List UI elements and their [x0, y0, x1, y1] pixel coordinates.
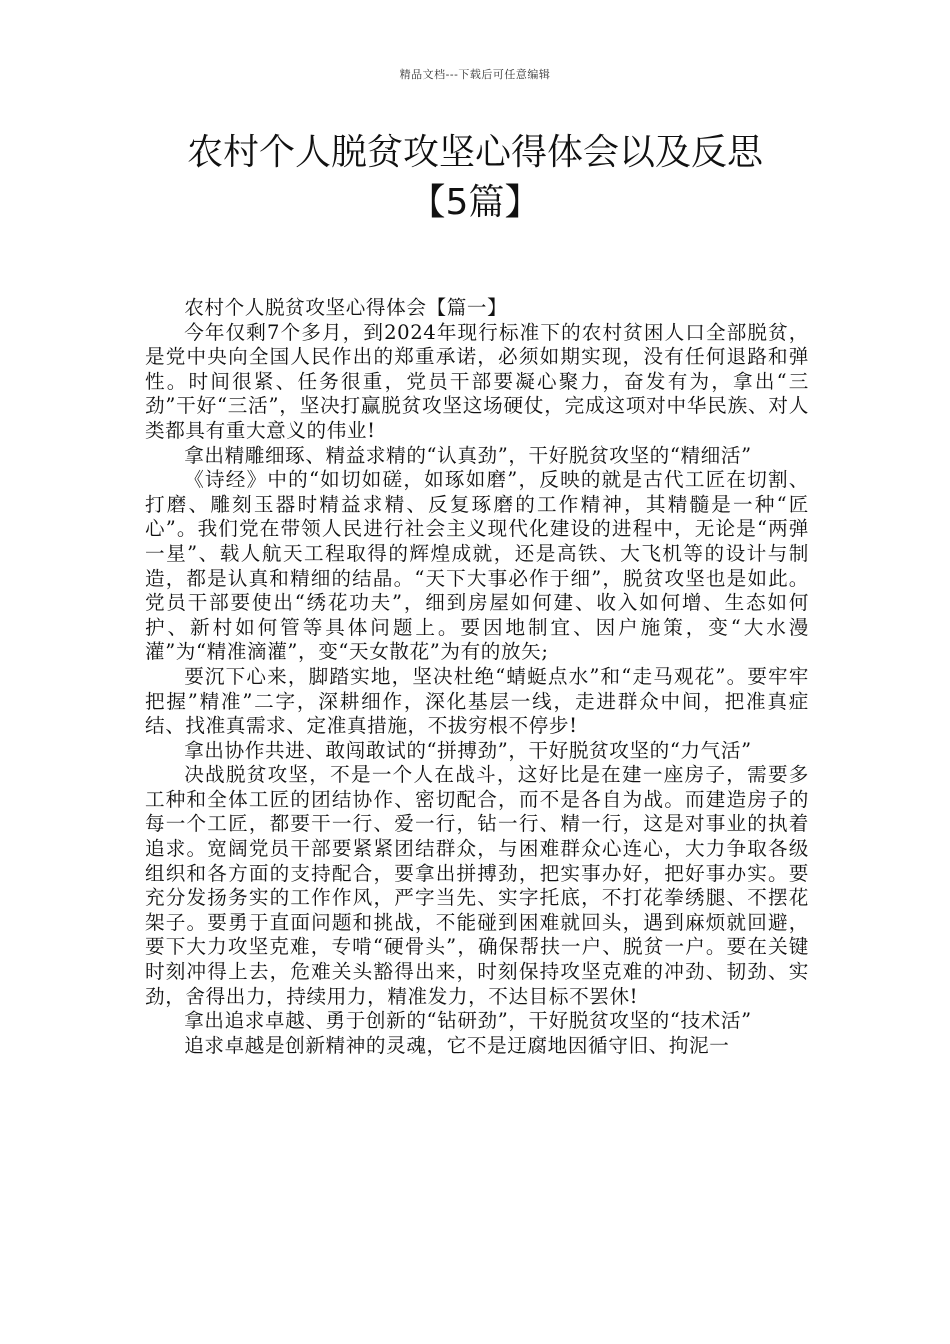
page-header-note: 精品文档---下载后可任意编辑: [399, 68, 551, 81]
title-line-2: 【5篇】: [409, 182, 541, 223]
subheading: 拿出追求卓越、勇于创新的“钻研劲”，干好脱贫攻坚的“技术活”: [184, 1009, 752, 1033]
document-title: [95, 128, 855, 228]
paragraph: 今年仅剩7个多月，到2024年现行标准下的农村贫困人口全部脱贫，是党中央向全国人民作出的郑重承诺，必须如期实现，没有任何退路和弹性。时间很紧、任务很重，党员干部要凝心聚力，奋发有为，拿出“三劲”干好“三活”，坚决打赢脱贫攻坚这场硬仗，完成这项对中华民族、对人类都具有重大意义的伟业!: [145, 320, 809, 442]
title-line-1: 农村个人脱贫攻坚心得体会以及反思: [186, 132, 763, 173]
paragraph: 决战脱贫攻坚，不是一个人在战斗，这好比是在建一座房子，需要多工种和全体工匠的团结协作、密切配合，而不是各自为战。而建造房子的每一个工匠，都要干一行、爱一行，钻一行、精一行，这是对事业的执着追求。宽阔党员干部要紧紧团结群众，与困难群众心连心，大力争取各级组织和各方面的支持配合，要拿出拼搏劲，把实事办好，把好事办实。要充分发扬务实的工作作风，严字当先、实字托底，不打花拳绣腿、不摆花架子。要勇于直面问题和挑战，不能碰到困难就回头，遇到麻烦就回避，要下大力攻坚克难，专啃“硬骨头”，确保帮扶一户、脱贫一户。要在关键时刻冲得上去，危难关头豁得出来，时刻保持攻坚克难的冲劲、韧劲、实劲，舍得出力，持续用力，精准发力，不达目标不罢休!: [145, 763, 809, 1008]
paragraph: 追求卓越是创新精神的灵魂，它不是迂腐地因循守旧、拘泥一: [184, 1033, 730, 1057]
document-body: [145, 296, 809, 1058]
subheading: 拿出精雕细琢、精益求精的“认真劲”，干好脱贫攻坚的“精细活”: [184, 443, 752, 467]
subheading: 拿出协作共进、敢闯敢试的“拼搏劲”，干好脱贫攻坚的“力气活”: [184, 738, 752, 762]
section-heading-part-one: 农村个人脱贫攻坚心得体会【篇一】: [184, 296, 508, 319]
paragraph: 《诗经》中的“如切如磋，如琢如磨”，反映的就是古代工匠在切割、打磨、雕刻玉器时精益求精、反复琢磨的工作精神，其精髓是一种“匠心”。我们党在带领人民进行社会主义现代化建设的进程中，无论是“两弹一星”、载人航天工程取得的辉煌成就，还是高铁、大飞机等的设计与制造，都是认真和精细的结晶。“天下大事必作于细”，脱贫攻坚也是如此。党员干部要使出“绣花功夫”，细到房屋如何建、收入如何增、生态如何护、新村如何管等具体问题上。要因地制宜、因户施策，变“大水漫灌”为“精准滴灌”，变“天女散花”为有的放矢;: [145, 468, 809, 664]
paragraph: 要沉下心来，脚踏实地，坚决杜绝“蜻蜓点水”和“走马观花”。要牢牢把握”精准”二字，深耕细作，深化基层一线，走进群众中间，把准真症结、找准真需求、定准真措施，不拔穷根不停步!: [145, 664, 809, 738]
